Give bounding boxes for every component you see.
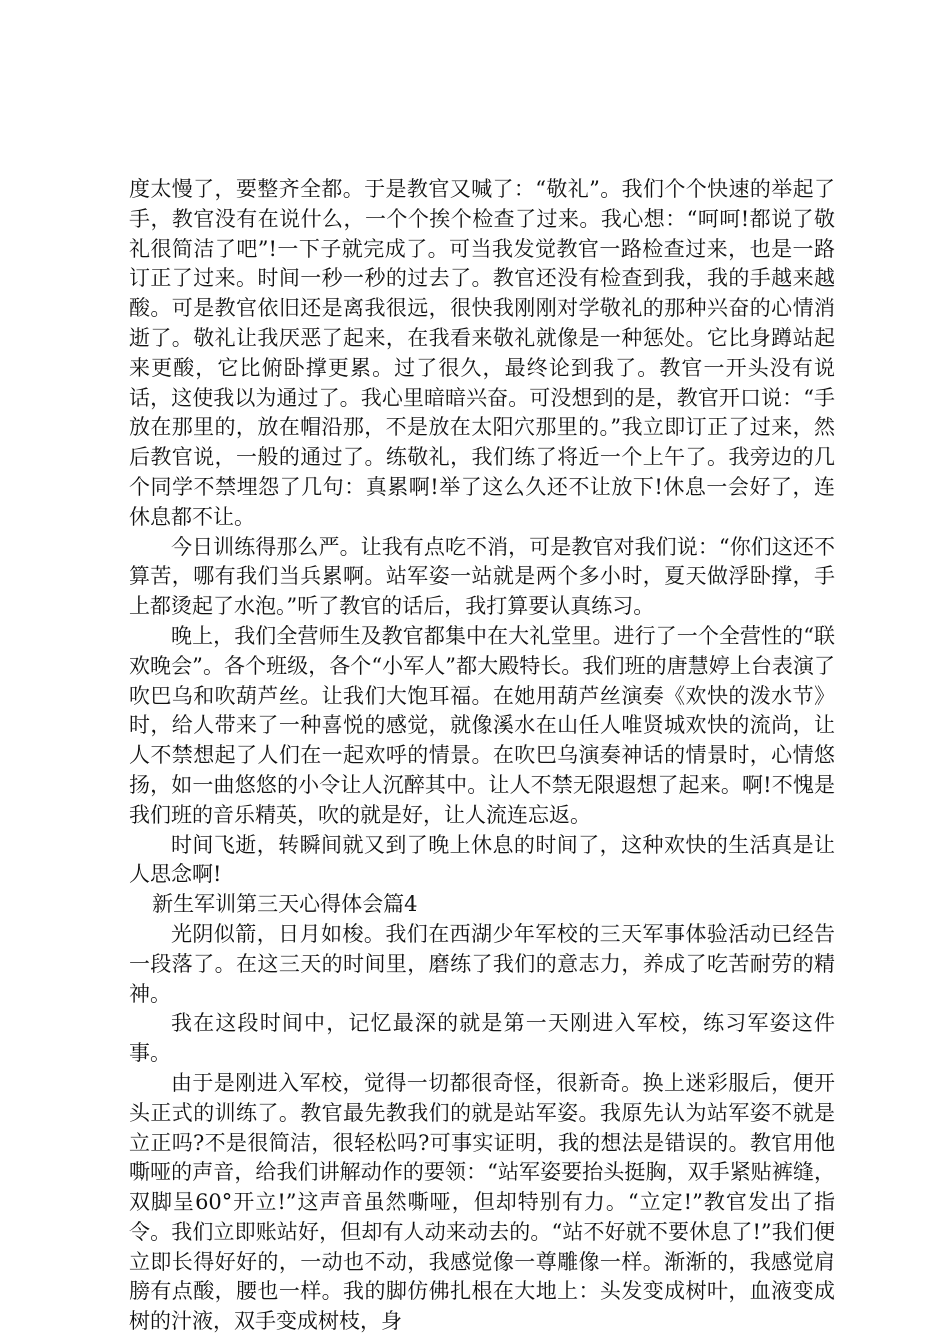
paragraph-2: 今日训练得那么严。让我有点吃不消，可是教官对我们说：“你们这还不算苦，哪有我们当兵累啊。站军姿一站就是两个多小时，夏天做浮卧撑，手上都烫起了水泡。”听了教官的话后，我打算要认真练习。 (129, 534, 835, 619)
document-page (129, 175, 835, 1337)
paragraph-5: 光阴似箭，日月如梭。我们在西湖少年军校的三天军事体验活动已经告一段落了。在这三天的时间里，磨练了我们的意志力，养成了吃苦耐劳的精神。 (129, 921, 835, 1006)
paragraph-6: 我在这段时间中，记忆最深的就是第一天刚进入军校，练习军姿这件事。 (129, 1011, 835, 1066)
paragraph-4: 时间飞逝，转瞬间就又到了晚上休息的时间了，这种欢快的生活真是让人思念啊! (129, 832, 835, 887)
paragraph-7: 由于是刚进入军校，觉得一切都很奇怪，很新奇。换上迷彩服后，便开头正式的训练了。教官最先教我们的就是站军姿。我原先认为站军姿不就是立正吗?不是很简洁，很轻松吗?可事实证明，我的想法是错误的。教官用他嘶哑的声音，给我们讲解动作的要领：“站军姿要抬头挺胸，双手紧贴裤缝，双脚呈60°开立!”这声音虽然嘶哑，但却特别有力。“立定!”教官发出了指令。我们立即账站好，但却有人动来动去的。“站不好就不要休息了!”我们便立即长得好好的，一动也不动，我感觉像一尊雕像一样。渐渐的，我感觉肩膀有点酸，腰也一样。我的脚仿佛扎根在大地上：头发变成树叶，血液变成树的汁液，双手变成树枝，身 (129, 1070, 835, 1334)
paragraph-1: 度太慢了，要整齐全都。于是教官又喊了：“敬礼”。我们个个快速的举起了手，教官没有在说什么，一个个挨个检查了过来。我心想：“呵呵!都说了敬礼很简洁了吧”!一下子就完成了。可当我发觉教官一路检查过来，也是一路订正了过来。时间一秒一秒的过去了。教官还没有检查到我，我的手越来越酸。可是教官依旧还是离我很远，很快我刚刚对学敬礼的那种兴奋的心情消逝了。敬礼让我厌恶了起来，在我看来敬礼就像是一种惩处。它比身蹲站起来更酸，它比俯卧撑更累。过了很久，最终论到我了。教官一开头没有说话，这使我以为通过了。我心里暗暗兴奋。可没想到的是，教官开口说：“手放在那里的，放在帽沿那，不是放在太阳穴那里的。”我立即订正了过来，然后教官说，一般的通过了。练敬礼，我们练了将近一个上午了。我旁边的几个同学不禁埋怨了几句：真累啊!举了这么久还不让放下!休息一会好了，连休息都不让。 (129, 177, 835, 529)
section-heading: 新生军训第三天心得体会篇4 (152, 892, 418, 917)
paragraph-3: 晚上，我们全营师生及教官都集中在大礼堂里。进行了一个全营性的“联欢晚会”。各个班级，各个“小军人”都大殿特长。我们班的唐慧婷上台表演了吹巴乌和吹葫芦丝。让我们大饱耳福。在她用葫芦丝演奏《欢快的泼水节》时，给人带来了一种喜悦的感觉，就像溪水在山任人唯贤城欢快的流尚，让人不禁想起了人们在一起欢呼的情景。在吹巴乌演奏神话的情景时，心情悠扬，如一曲悠悠的小令让人沉醉其中。让人不禁无限遐想了起来。啊!不愧是我们班的音乐精英，吹的就是好，让人流连忘返。 (129, 623, 835, 827)
